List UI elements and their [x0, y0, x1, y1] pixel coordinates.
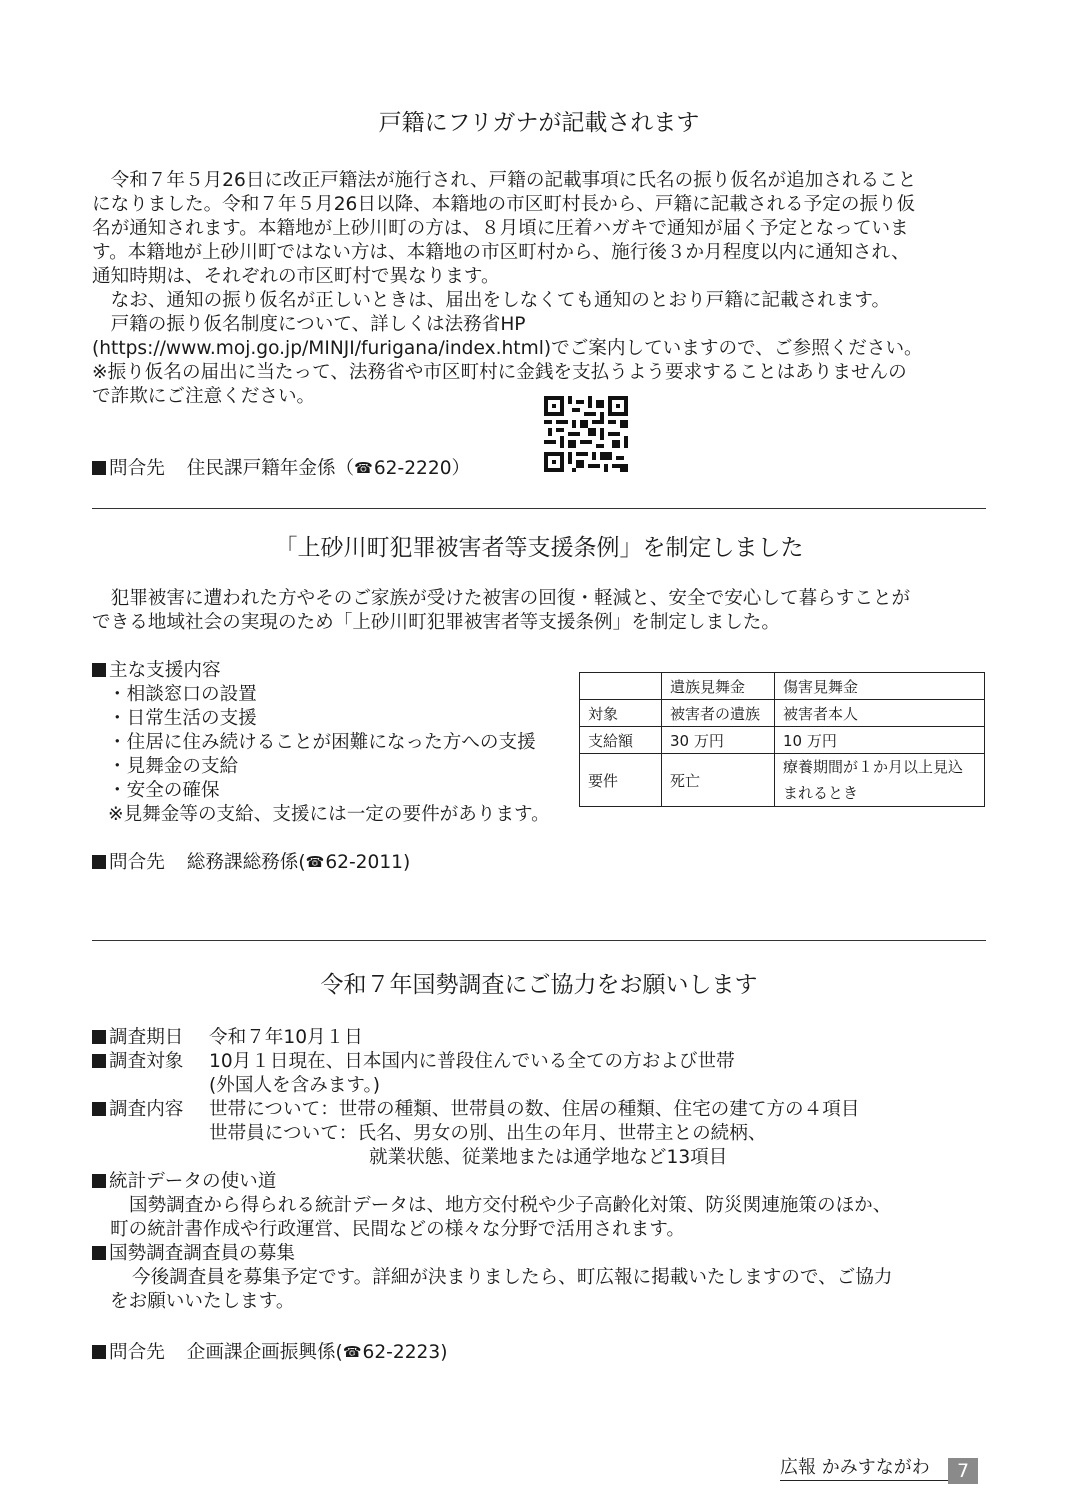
recruit-line: 今後調査員を募集予定です。詳細が決まりましたら、町広報に掲載いたしますので、ご協力 — [132, 1267, 893, 1288]
table-cell-line: 療養期間が１か月以上見込 — [783, 758, 964, 776]
contact-dept: 住民課戸籍年金係（ — [186, 458, 355, 479]
contact-close: ) — [403, 852, 411, 873]
phone-icon: ☎ — [305, 853, 325, 871]
square-bullet-icon — [92, 1174, 106, 1188]
support-heading-text: 主な支援内容 — [109, 660, 221, 681]
census-target-note: (外国人を含みます。) — [209, 1075, 381, 1096]
section2-line: 犯罪被害に遭われた方やそのご家族が受けた被害の回復・軽減と、安全で安心して暮らすことが — [92, 588, 911, 609]
section1-line: す。本籍地が上砂川町ではない方は、本籍地の市区町村から、施行後３か月程度以内に通知され、 — [92, 242, 910, 263]
square-bullet-icon — [92, 1054, 106, 1068]
page-number: 7 — [948, 1458, 978, 1484]
usage-heading — [92, 1170, 893, 1194]
contact-phone[interactable]: 62-2011 — [325, 852, 404, 873]
square-bullet-icon — [92, 1246, 106, 1260]
census-content-line: 世帯員について：氏名、男女の別、出生の年月、世帯主との続柄、 — [209, 1123, 767, 1144]
table-cell: 30 万円 — [662, 727, 775, 754]
support-item: ・安全の確保 — [108, 780, 220, 801]
census-period-label: 調査期日 — [109, 1027, 184, 1048]
contact-label: 問合先 — [109, 1342, 165, 1363]
section1-contact — [92, 457, 470, 481]
contact-phone[interactable]: 62-2223 — [362, 1342, 441, 1363]
census-content — [92, 1098, 893, 1122]
table-row — [580, 673, 985, 700]
section1-line: ※振り仮名の届出に当たって、法務省や市区町村に金銭を支払うよう要求することはありませんの — [92, 362, 907, 383]
table-cell: 被害者本人 — [775, 700, 985, 727]
support-list — [92, 659, 550, 827]
section1-title: 戸籍にフリガナが記載されます — [378, 110, 700, 136]
section1-body — [92, 169, 923, 409]
contact-label: 問合先 — [109, 852, 165, 873]
contact-phone[interactable]: 62-2220 — [373, 458, 452, 479]
usage-line: 国勢調査から得られる統計データは、地方交付税や少子高齢化対策、防災関連施策のほか、 — [129, 1195, 892, 1216]
section1-line: 戸籍の振り仮名制度について、詳しくは法務省HP — [92, 314, 526, 335]
table-row — [580, 754, 985, 807]
square-bullet-icon — [92, 461, 106, 475]
section1-line: 通知時期は、それぞれの市区町村で異なります。 — [92, 266, 500, 287]
section1-line: で詐欺にご注意ください。 — [92, 386, 316, 407]
table-cell: 被害者の遺族 — [662, 700, 775, 727]
census-content-line: 就業状態、従業地または通学地など13項目 — [369, 1147, 728, 1168]
section-divider — [92, 508, 986, 509]
section2-body — [92, 587, 910, 635]
section3-contact — [92, 1341, 447, 1365]
contact-close: ) — [440, 1342, 448, 1363]
section1-line: になりました。令和７年５月26日以降、本籍地の市区町村長から、戸籍に記載される予定の振り仮 — [92, 194, 916, 215]
support-heading — [92, 659, 550, 683]
contact-close: ） — [451, 458, 471, 479]
section1-line: 名が通知されます。本籍地が上砂川町の方は、８月頃に圧着ハガキで通知が届く予定となっていま — [92, 218, 909, 239]
census-period — [92, 1026, 893, 1050]
table-header-cell: 遺族見舞金 — [662, 673, 775, 700]
section2-line: できる地域社会の実現のため「上砂川町犯罪被害者等支援条例」を制定しました。 — [92, 612, 780, 633]
section2-contact — [92, 851, 410, 875]
contact-label: 問合先 — [109, 458, 165, 479]
table-cell-line: まれるとき — [783, 784, 859, 802]
census-target — [92, 1050, 893, 1074]
table-cell: 10 万円 — [775, 727, 985, 754]
publication-name: 広報 かみすながわ — [780, 1456, 950, 1481]
support-item: ・相談窓口の設置 — [108, 684, 257, 705]
phone-icon: ☎ — [342, 1343, 362, 1361]
section1-line: (https://www.moj.go.jp/MINJI/furigana/index.html)でご案内していますので、ご参照ください。 — [92, 338, 923, 359]
recruit-heading-text: 国勢調査調査員の募集 — [109, 1243, 295, 1264]
section1-line: 令和７年５月26日に改正戸籍法が施行され、戸籍の記載事項に氏名の振り仮名が追加されること — [92, 170, 917, 191]
census-content-label: 調査内容 — [109, 1099, 184, 1120]
support-item: ・住居に住み続けることが困難になった方への支援 — [108, 732, 536, 753]
recruit-line: をお願いいたします。 — [110, 1291, 295, 1312]
square-bullet-icon — [92, 1345, 106, 1359]
census-target-value: 10月１日現在、日本国内に普段住んでいる全ての方および世帯 — [209, 1051, 735, 1072]
table-row — [580, 727, 985, 754]
square-bullet-icon — [92, 1030, 106, 1044]
square-bullet-icon — [92, 855, 106, 869]
census-target-label: 調査対象 — [109, 1051, 184, 1072]
support-item: ・日常生活の支援 — [108, 708, 257, 729]
table-cell: 対象 — [580, 700, 662, 727]
support-table — [579, 672, 985, 807]
section1-line: なお、通知の振り仮名が正しいときは、届出をしなくても通知のとおり戸籍に記載されます。 — [92, 290, 891, 311]
support-note: ※見舞金等の支給、支援には一定の要件があります。 — [108, 804, 550, 825]
square-bullet-icon — [92, 1102, 106, 1116]
table-cell: 死亡 — [662, 754, 775, 807]
usage-heading-text: 統計データの使い道 — [109, 1171, 277, 1192]
usage-line: 町の統計書作成や行政運営、民間などの様々な分野で活用されます。 — [110, 1219, 685, 1240]
section2-title: 「上砂川町犯罪被害者等支援条例」を制定しました — [274, 535, 804, 561]
contact-dept: 総務課総務係( — [186, 852, 306, 873]
support-item: ・見舞金の支給 — [108, 756, 239, 777]
recruit-heading — [92, 1242, 893, 1266]
table-cell: 支給額 — [580, 727, 662, 754]
section-divider — [92, 940, 986, 941]
census-content-value: 世帯について：世帯の種類、世帯員の数、住居の種類、住宅の建て方の４項目 — [209, 1099, 860, 1120]
square-bullet-icon — [92, 663, 106, 677]
section3-title: 令和７年国勢調査にご協力をお願いします — [320, 972, 758, 998]
table-cell — [775, 754, 985, 807]
table-cell — [580, 673, 662, 700]
contact-dept: 企画課企画振興係( — [186, 1342, 343, 1363]
census-details — [92, 1026, 893, 1314]
qr-code-icon[interactable] — [544, 396, 628, 472]
phone-icon: ☎ — [354, 459, 373, 477]
census-period-value: 令和７年10月１日 — [209, 1027, 363, 1048]
table-header-cell: 傷害見舞金 — [775, 673, 985, 700]
table-cell: 要件 — [580, 754, 662, 807]
table-row — [580, 700, 985, 727]
